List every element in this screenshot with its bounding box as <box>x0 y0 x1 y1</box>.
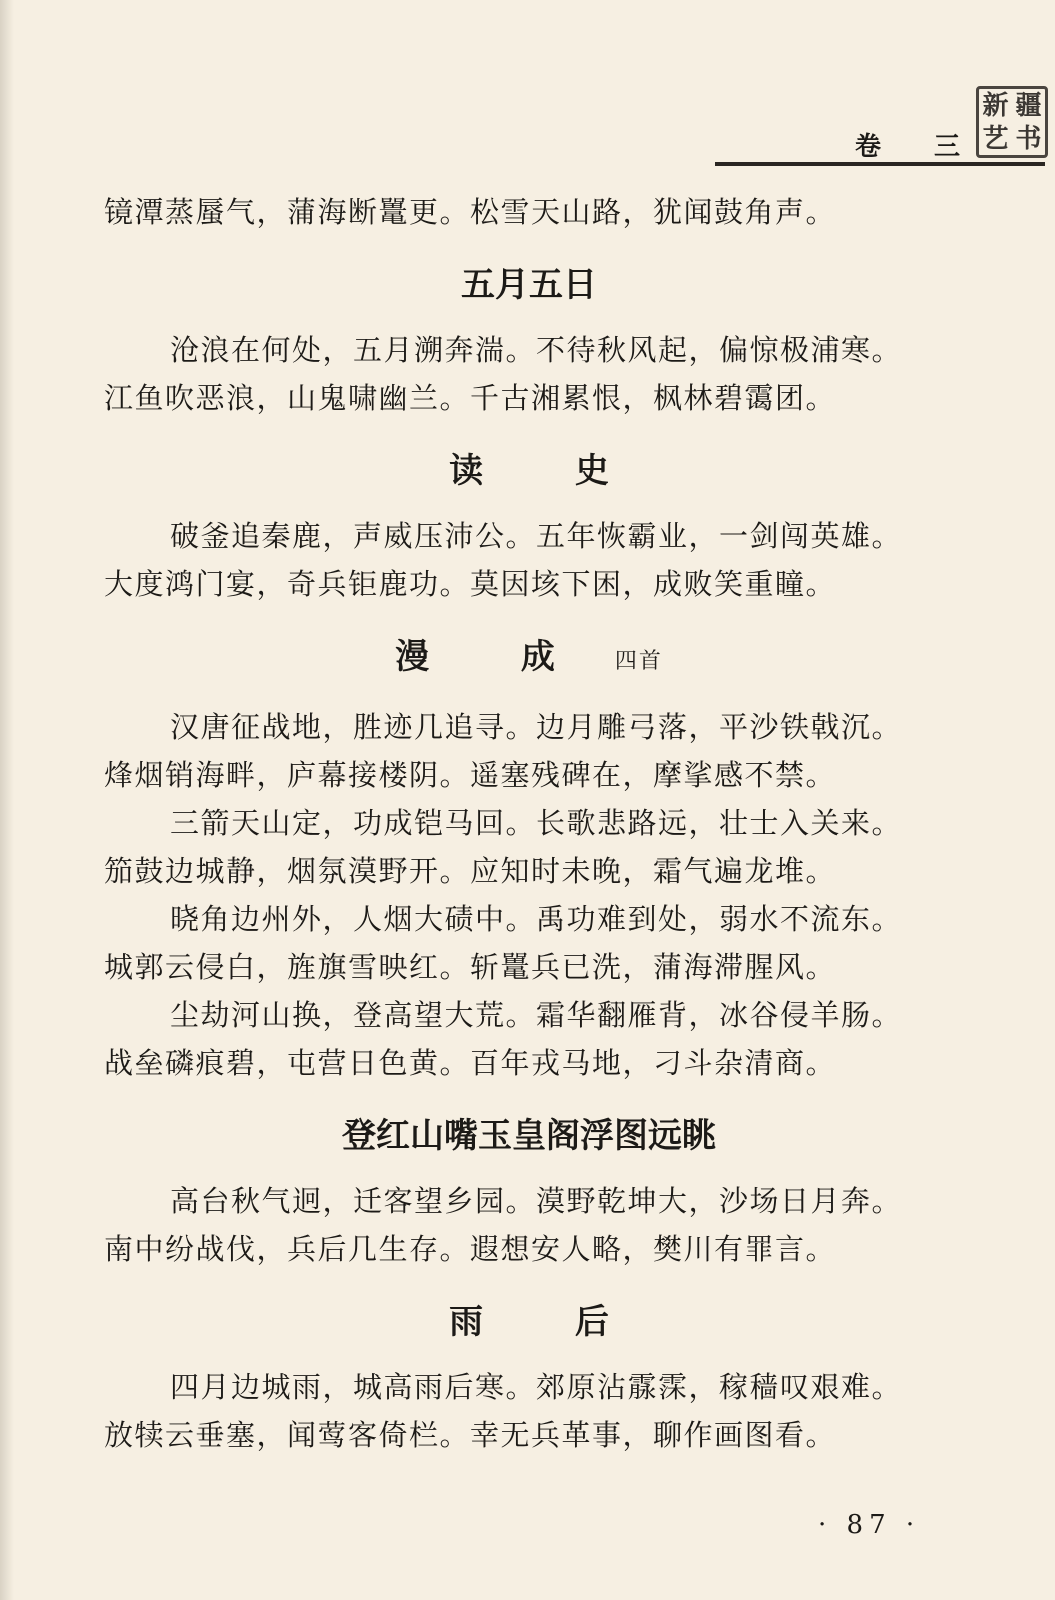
poem-line: 大度鸿门宴，奇兵钜鹿功。莫因垓下困，成败笑重瞳。 <box>104 567 837 601</box>
poem-line: 四月边城雨，城高雨后寒。郊原沾霡霂，稼穑叹艰难。 <box>170 1370 903 1404</box>
library-seal <box>976 86 1048 158</box>
poem-stanza <box>104 1363 954 1459</box>
poem-line: 破釜追秦鹿，声威压沛公。五年恢霸业，一剑闯英雄。 <box>170 519 903 553</box>
page-number: · 87 · <box>818 1510 921 1540</box>
poem-stanza <box>104 991 954 1087</box>
poem-title: 雨 后 <box>449 1302 649 1342</box>
poem-title: 登红山嘴玉皇阁浮图远眺 <box>342 1116 716 1156</box>
poem-line: 笳鼓边城静，烟氛漠野开。应知时未晚，霜气遍龙堆。 <box>104 854 837 888</box>
header-rule <box>715 162 1045 166</box>
poem-title-with-note <box>104 634 954 685</box>
poem-line: 城郭云侵白，旌旗雪映红。斩鼍兵已洗，蒲海滞腥风。 <box>104 950 837 984</box>
poem-line: 汉唐征战地，胜迹几追寻。边月雕弓落，平沙铁戟沉。 <box>170 710 903 744</box>
poem-line: 尘劫河山换，登高望大荒。霜华翻雁背，冰谷侵羊肠。 <box>170 998 903 1032</box>
poem-line: 南中纷战伐，兵后几生存。遐想安人略，樊川有罪言。 <box>104 1232 837 1266</box>
poem-line: 高台秋气迥，迁客望乡园。漠野乾坤大，沙场日月奔。 <box>170 1184 903 1218</box>
seal-char: 书 <box>1015 123 1042 154</box>
poem-title: 读 史 <box>449 451 649 491</box>
poem-count-note: 四首 <box>614 649 663 674</box>
seal-char: 疆 <box>1015 90 1042 121</box>
poem-line: 烽烟销海畔，庐幕接楼阴。遥塞残碑在，摩挲感不禁。 <box>104 758 837 792</box>
section-header: 卷 三 <box>855 132 983 162</box>
poem-title: 五月五日 <box>461 265 597 305</box>
poem-stanza <box>104 1177 954 1273</box>
poem-line: 沧浪在何处，五月溯奔湍。不待秋风起，偏惊极浦寒。 <box>170 333 903 367</box>
poem-stanza <box>104 326 954 422</box>
page-edge <box>0 0 14 1600</box>
poem-line: 三箭天山定，功成铠马回。长歌悲路远，壮士入关来。 <box>170 806 903 840</box>
seal-char: 艺 <box>982 123 1009 154</box>
poem-line: 放犊云垂塞，闻莺客倚栏。幸无兵革事，聊作画图看。 <box>104 1418 837 1452</box>
continued-poem-line: 镜潭蒸蜃气，蒲海断鼍更。松雪天山路，犹闻鼓角声。 <box>104 195 837 229</box>
poem-stanza <box>104 895 954 991</box>
poem-line: 晓角边州外，人烟大碛中。禹功难到处，弱水不流东。 <box>170 902 903 936</box>
page-body <box>104 188 954 1459</box>
poem-line: 江鱼吹恶浪，山鬼啸幽兰。千古湘累恨，枫林碧霭团。 <box>104 381 837 415</box>
poem-title: 漫 成 <box>395 637 595 677</box>
poem-stanza <box>104 703 954 799</box>
seal-char: 新 <box>982 90 1009 121</box>
poem-stanza <box>104 799 954 895</box>
poem-line: 战垒磷痕碧，屯营日色黄。百年戎马地，刁斗杂清商。 <box>104 1046 837 1080</box>
poem-stanza <box>104 512 954 608</box>
